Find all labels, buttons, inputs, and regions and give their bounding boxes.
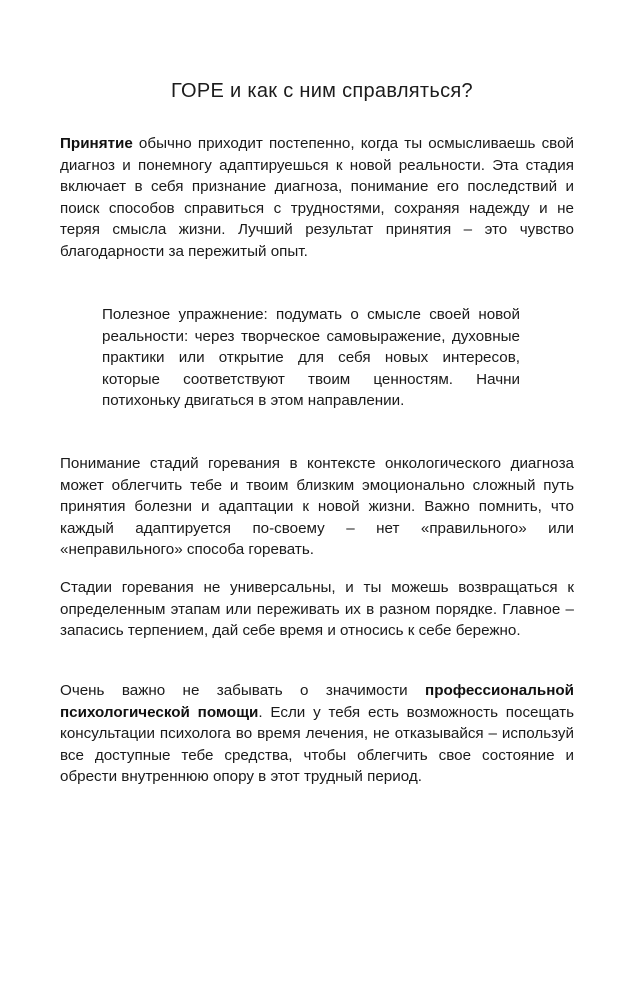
- bold-term-professional-help: профессиональной психологической помощи: [60, 682, 574, 721]
- paragraph-acceptance-text: обычно приходит постепенно, когда ты осмысливаешь свой диагноз и понемногу адаптируешься к новой реальности. Эта стадия включает в себя признание диагноза, понимание его последствий и поиск способов справиться с трудностями, сохраняя надежду и не теряя смысла жизни. Лучший результат принятия – это чувство благодарности за пережитый опыт.: [60, 135, 574, 260]
- paragraph-understanding: Понимание стадий горевания в контексте онкологического диагноза может облегчить тебе и твоим близким эмоционально сложный путь принятия болезни и адаптации к новой жизни. Важно помнить, что каждый адаптируется по-своему – нет «правильного» или «неправильного» способа горевать.: [60, 455, 574, 558]
- page-title: ГОРЕ и как с ним справляться?: [171, 80, 473, 102]
- paragraph-professional-help-intro: Очень важно не забывать о значимости: [60, 682, 426, 699]
- paragraph-professional-help-rest: . Если у тебя есть возможность посещать консультации психолога во время лечения, не отказывайся – используй все доступные тебе средства, чтобы облегчить свое состояние и обрести внутреннюю опору в этот трудный период.: [60, 703, 574, 785]
- paragraph-professional-help: [60, 680, 574, 788]
- bold-term-acceptance: Принятие: [60, 135, 133, 152]
- exercise-block: Полезное упражнение: подумать о смысле своей новой реальности: через творческое самовыражение, духовные практики или открытие для себя новых интересов, которые соответствуют твоим ценностям. Начни потихоньку двигаться в этом направлении.: [102, 306, 520, 409]
- paragraph-acceptance: [60, 133, 574, 262]
- paragraph-stages: Стадии горевания не универсальны, и ты можешь возвращаться к определенным этапам или переживать их в разном порядке. Главное – запасись терпением, дай себе время и относись к себе бережно.: [60, 579, 574, 639]
